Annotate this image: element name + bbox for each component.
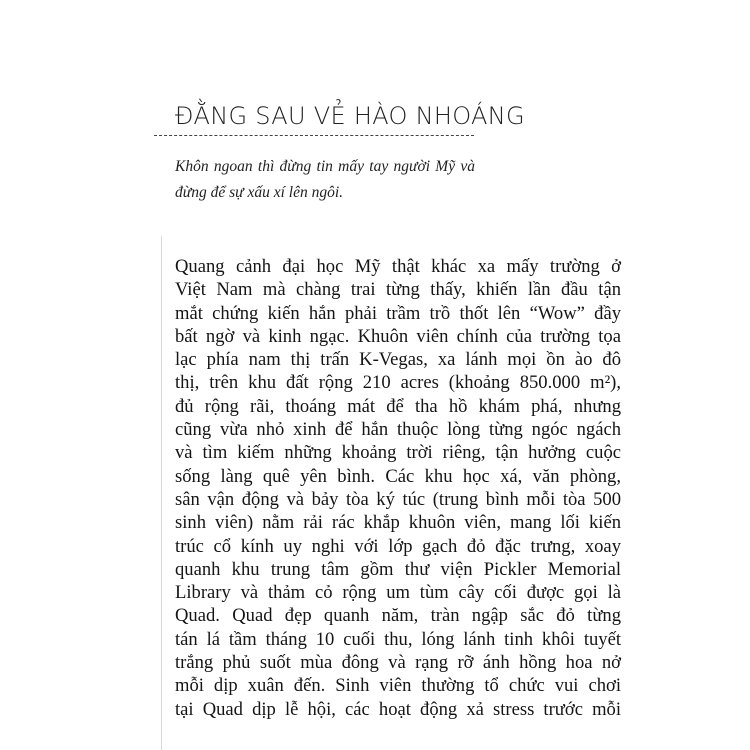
page-edge: [161, 236, 162, 750]
epigraph-line: đừng để sự xấu xí lên ngôi.: [175, 184, 344, 201]
body-text: [175, 255, 621, 721]
body-line: Việt Nam mà chàng trai từng thấy, khiến lần đầu tận: [175, 279, 621, 301]
body-line: mắt chứng kiến hắn phải trầm trồ thốt lên “Wow” đầy: [175, 302, 621, 324]
body-line: sân vận động và bảy tòa ký túc (trung bình mỗi tòa 500: [175, 488, 621, 510]
body-line: Library và thảm cỏ rộng um tùm cây cối được gọi là: [175, 582, 621, 604]
body-line: lạc phía nam thị trấn K-Vegas, xa lánh mọi ồn ào đô: [175, 349, 621, 371]
chapter-title: ĐẰNG SAU VẺ HÀO NHOÁNG: [175, 102, 525, 130]
body-line: tán lá tầm tháng 10 cuối thu, lóng lánh tinh khôi tuyết: [175, 628, 621, 650]
body-line: thị, trên khu đất rộng 210 acres (khoảng 850.000 m²),: [175, 372, 621, 394]
title-dashed-rule: [154, 135, 474, 136]
body-line: trúc cổ kính uy nghi với lớp gạch đỏ đặc trưng, xoay: [175, 535, 621, 557]
body-line: Quad. Quad đẹp quanh năm, tràn ngập sắc đỏ từng: [175, 605, 621, 627]
body-line: sống làng quê yên bình. Các khu học xá, văn phòng,: [175, 465, 621, 487]
epigraph-line: Khôn ngoan thì đừng tin mấy tay người Mỹ và: [175, 158, 475, 175]
body-line: mỗi dịp xuân đến. Sinh viên thường tổ chức vui chơi: [175, 675, 621, 697]
body-line: cũng vừa nhỏ xinh để hắn thuộc lòng từng ngóc ngách: [175, 419, 621, 441]
body-line: và tìm kiếm những khoảng trời riêng, tận hưởng cuộc: [175, 442, 621, 464]
body-line: trắng phủ suốt mùa đông và rạng rỡ ánh hồng hoa nở: [175, 652, 621, 674]
body-line: quanh khu trung tâm gồm thư viện Pickler Memorial: [175, 558, 621, 580]
epigraph: [175, 154, 475, 206]
body-line: tại Quad dịp lễ hội, các hoạt động xả stress trước mỗi: [175, 698, 621, 720]
body-line: bất ngờ và kinh ngạc. Khuôn viên chính của trường tọa: [175, 325, 621, 347]
body-line: Quang cảnh đại học Mỹ thật khác xa mấy trường ở: [175, 256, 621, 277]
body-line: đủ rộng rãi, thoáng mát để tha hồ khám phá, nhưng: [175, 395, 621, 417]
body-line: sinh viên) nằm rải rác khắp khuôn viên, mang lối kiến: [175, 512, 621, 534]
